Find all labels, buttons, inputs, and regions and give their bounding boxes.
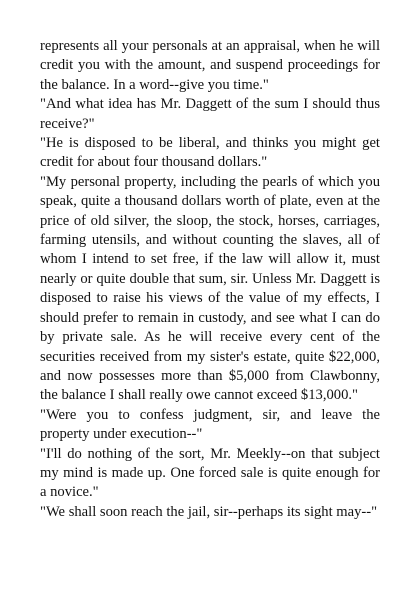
paragraph-6: "I'll do nothing of the sort, Mr. Meekly--on that subject my mind is made up. One forced sale is quite enough for a novice."	[40, 445, 380, 501]
paragraph-4: "My personal property, including the pearls of which you speak, quite a thousand dollars worth of plate, even at the price of old silver, the sloop, the stock, horses, carriages, farming utensils, and without counting the slaves, all of whom I intend to set free, if the law will allow it, must nearly or quite double that sum, sir. Unless Mr. Daggett is disposed to raise his views of the value of my effects, I should prefer to remain in custody, and see what I can do by private sale. As he will receive every cent of the securities received from my sister's estate, quite $22,000, and now possesses more than $5,000 from Clawbonny, the balance I shall really owe cannot exceed $13,000."	[40, 173, 380, 404]
paragraph-3: "He is disposed to be liberal, and thinks you might get credit for about four thousand dollars."	[40, 135, 380, 171]
paragraph-1: represents all your personals at an appraisal, when he will credit you with the amount, and suspend proceedings for the balance. In a word--give you time."	[40, 38, 380, 93]
paragraph-7: "We shall soon reach the jail, sir--perhaps its sight may--"	[40, 503, 378, 520]
document-page	[40, 37, 380, 522]
paragraph-5: "Were you to confess judgment, sir, and leave the property under execution--"	[40, 406, 380, 443]
paragraph-2: "And what idea has Mr. Daggett of the sum I should thus receive?"	[40, 96, 380, 132]
